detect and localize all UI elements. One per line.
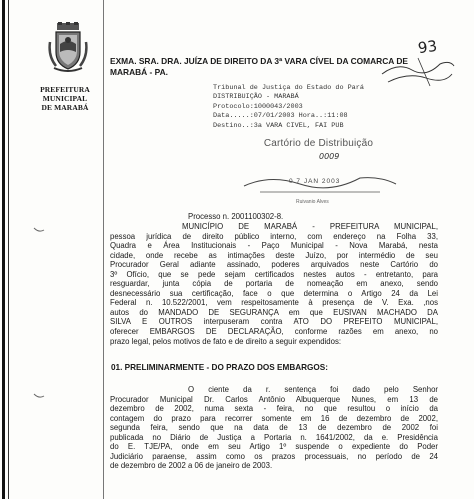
letterhead-margin-rule bbox=[103, 0, 104, 499]
paragraph-line: Federal n. 10.522/2001, vem respeitosamente à presença de V. Exa. ,nos bbox=[110, 298, 438, 308]
handwritten-page-number: 93 bbox=[416, 36, 439, 58]
registry-stamp-date: 0 7 JAN 2003 bbox=[289, 178, 341, 185]
paragraph-line: contagem do prazo para recorrer somente em 16 de dezembro de 2002, bbox=[110, 413, 438, 423]
paragraph-line: do E. TJE/PA, onde em seu Artigo 1º suspende o expediente do Poder bbox=[110, 442, 438, 452]
paragraph-deadline bbox=[110, 385, 438, 471]
paragraph-line: 3º Ofício, que se pede sejam certificados nestes autos - entretanto, para bbox=[110, 269, 438, 279]
paragraph-opening bbox=[110, 222, 438, 346]
section-heading: 01. PRELIMINARMENTE - DO PRAZO DOS EMBARGOS: bbox=[111, 363, 328, 372]
margin-mark-icon bbox=[33, 227, 45, 233]
paragraph-line: cidade, onde recebe as intimações deste Juízo, por intermédio de seu bbox=[110, 250, 438, 260]
paragraph-line: Procurador Geral adiante assinado, poderes arquivados neste Cartório do bbox=[110, 260, 438, 270]
binding-edge-line bbox=[2, 0, 5, 499]
binding-edge-line-inner bbox=[8, 0, 9, 499]
paragraph-line: pessoa jurídica de direito público interno, com endereço na Folha 33, bbox=[110, 231, 438, 241]
registry-signature-icon bbox=[240, 168, 400, 198]
margin-mark-icon bbox=[33, 393, 45, 399]
municipality-label-line: DE MARABÁ bbox=[41, 103, 89, 112]
paragraph-line: Quadra e Área Institucionais - Paço Municipal - Nova Marabá, nesta bbox=[110, 241, 438, 251]
municipal-coat-of-arms-icon bbox=[48, 22, 88, 74]
paragraph-line: segunda feira, sendo que na data de 13 de dezembro de 2002 foi bbox=[110, 423, 438, 433]
paragraph-line: autos do MANDADO DE SEGURANÇA em que EUSIVAN MACHADO DA bbox=[110, 307, 438, 317]
paragraph-line: MUNICÍPIO DE MARABÁ - PREFEITURA MUNICIPAL, bbox=[182, 222, 438, 231]
protocol-stamp-line: Protocolo:1000043/2003 bbox=[213, 102, 303, 111]
process-number: Processo n. 2001100302-8. bbox=[188, 212, 284, 221]
protocol-stamp-line: Destino..:3a VARA CIVEL, FAI PUB bbox=[213, 121, 344, 130]
municipality-label bbox=[28, 85, 102, 112]
paragraph-line: prazo legal, pelos motivos de fato e de direito a seguir expendidos: bbox=[110, 336, 342, 346]
addressee-line: MARABÁ - PA. bbox=[110, 66, 168, 77]
paragraph-line: de dezembro de 2002 a 06 de janeiro de 2003. bbox=[110, 461, 273, 471]
paragraph-line: SILVA E OUTROS interpuseram contra ATO DO PREFEITO MUNICIPAL, bbox=[110, 317, 438, 327]
paragraph-line: oferecer EMBARGOS DE DECLARAÇÃO, conforme razões em anexo, no bbox=[110, 327, 438, 337]
paragraph-line: desnecessário sua certificação, face o que determina o Artigo 24 da Lei bbox=[110, 288, 438, 298]
paragraph-line: O ciente da r. sentença foi dado pelo Senhor bbox=[188, 385, 438, 394]
protocol-stamp-line: Tribunal de Justiça do Estado do Pará bbox=[213, 84, 364, 92]
registry-stamp-footer: Ruivanio Alves bbox=[296, 199, 329, 205]
municipality-label-line: PREFEITURA bbox=[40, 85, 90, 94]
addressee-block bbox=[110, 56, 430, 77]
paragraph-line: dezembro de 2002, numa sexta - feira, no que resultou o início da bbox=[110, 404, 438, 414]
addressee-line: EXMA. SRA. DRA. JUÍZA DE DIREITO DA 3ª VARA CÍVEL DA COMARCA DE bbox=[110, 56, 408, 66]
protocol-stamp-line: Data.....:07/01/2003 Hora..:11:08 bbox=[213, 112, 348, 121]
registry-stamp-number: 0009 bbox=[319, 152, 340, 161]
paragraph-line: Judiciário paraense, assim como os prazos processuais, no período de 24 bbox=[110, 451, 438, 461]
paragraph-line: Procurador Municipal Dr. Carlos Antônio Albuquerque Nunes, em 13 de bbox=[110, 394, 438, 404]
paragraph-line: resguardar, junta cópia de portaria de nomeação em anexo, sendo bbox=[110, 279, 438, 289]
municipality-label-line: MUNICIPAL bbox=[42, 94, 88, 103]
paragraph-line: publicada no Diário de Justiça a Portaria n. 1641/2002, da e. Presidência bbox=[110, 432, 438, 442]
protocol-stamp-line: DISTRIBUIÇÃO - MARABÁ bbox=[213, 93, 299, 102]
registry-stamp-title: Cartório de Distribuição bbox=[263, 138, 374, 149]
protocol-stamp bbox=[213, 84, 433, 131]
